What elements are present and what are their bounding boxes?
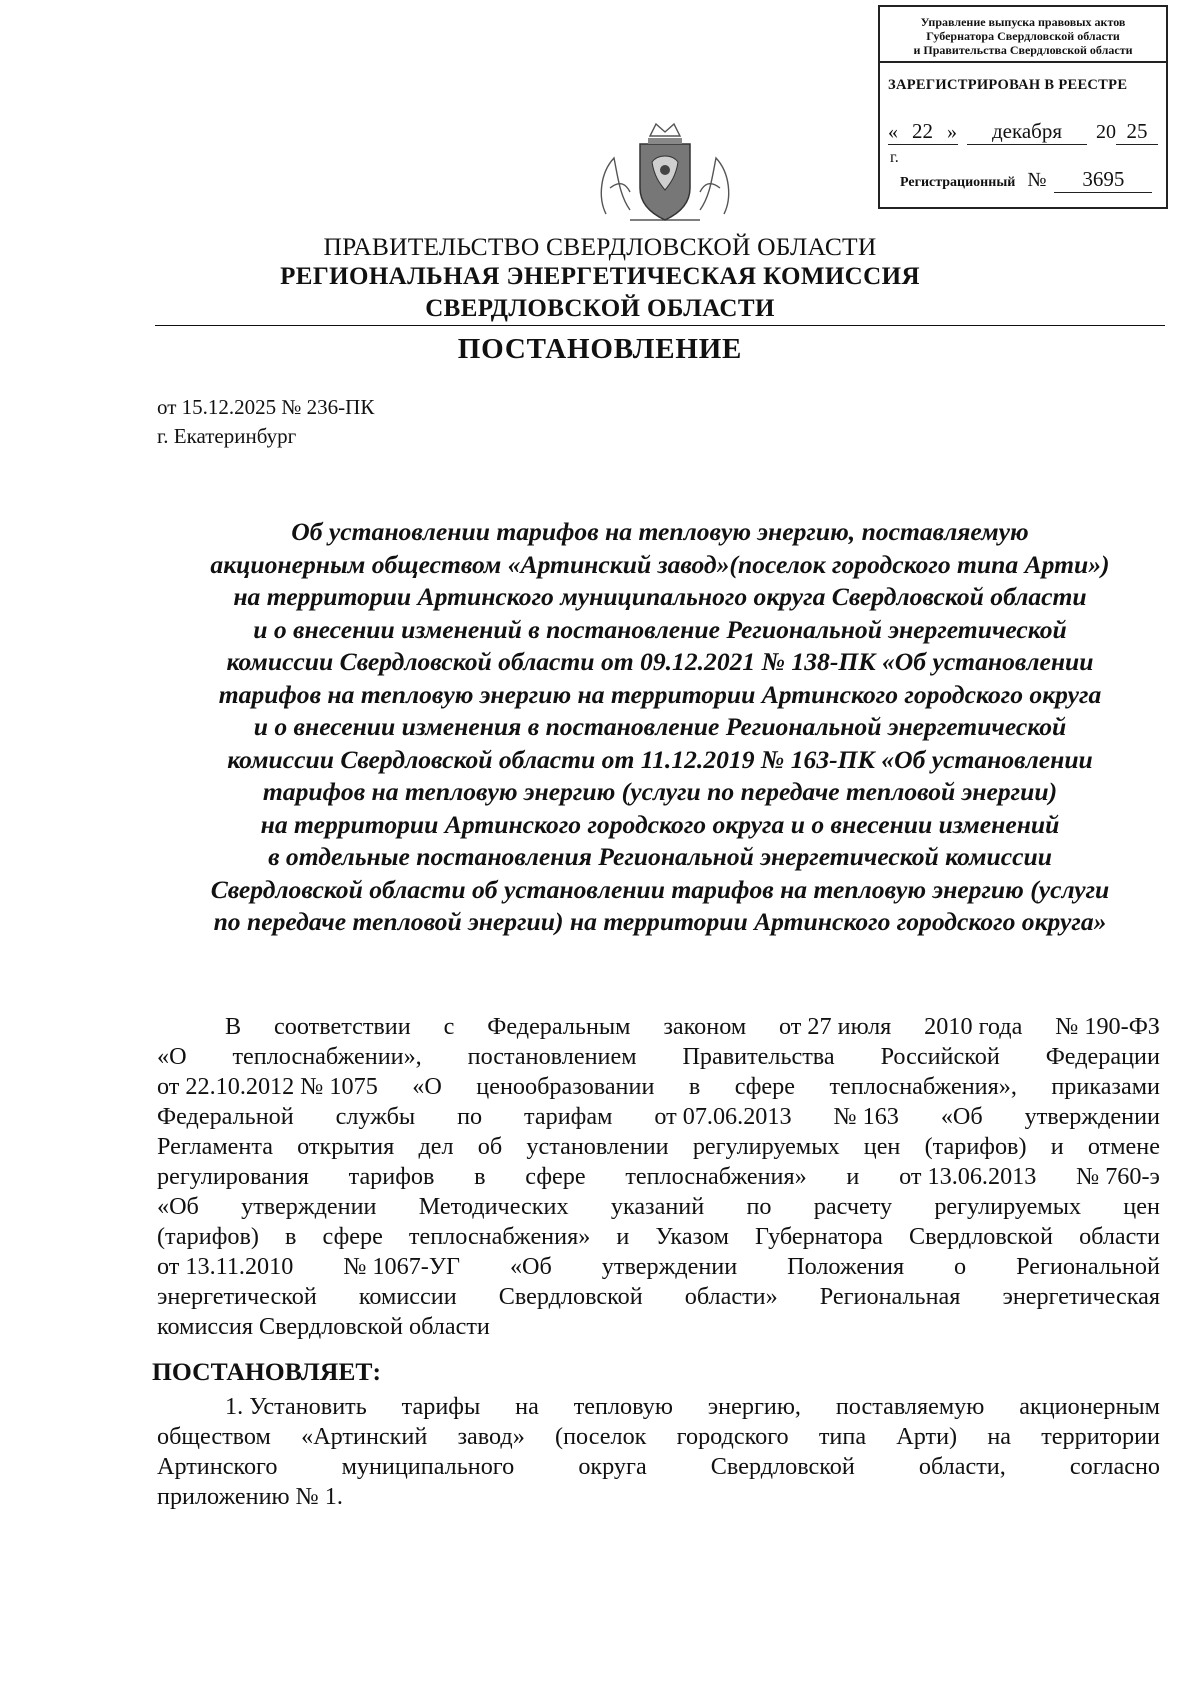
preamble-line: комиссия Свердловской области: [157, 1313, 490, 1340]
word: дел: [418, 1133, 454, 1160]
word: регулирования: [157, 1163, 309, 1190]
word: тарифам: [524, 1103, 613, 1130]
title-line: тарифов на тепловую энергию (услуги по передаче тепловой энергии): [262, 777, 1058, 806]
word: законом: [663, 1013, 747, 1040]
word: теплоснабжения»,: [829, 1073, 1017, 1100]
word: согласно: [1069, 1453, 1160, 1480]
word: установлении: [526, 1133, 669, 1160]
commission-name-line2: СВЕРДЛОВСКОЙ ОБЛАСТИ: [425, 295, 775, 322]
word: (тарифов): [157, 1223, 259, 1250]
title-line: тарифов на тепловую энергию на территории Артинского городского округа: [218, 679, 1102, 709]
word: теплоснабжения»: [408, 1223, 591, 1250]
word: на: [515, 1393, 539, 1420]
word: на: [987, 1423, 1011, 1450]
stamp-year-unit: г.: [890, 149, 899, 166]
title-line: комиссии Свердловской области от 11.12.2019 № 163-ПК «Об установлении: [227, 744, 1093, 774]
word: завод»: [457, 1423, 525, 1450]
title-line: комиссии Свердловской области от 09.12.2021 № 138-ПК «Об установлении: [226, 647, 1094, 676]
title-line: по передаче тепловой энергии) на территории Артинского городского округа»: [213, 907, 1107, 936]
word: типа: [818, 1423, 867, 1450]
stamp-month: декабря: [967, 119, 1087, 145]
word: теплоснабжения»: [625, 1163, 807, 1190]
decree-word: ПОСТАНОВЛЯЕТ:: [152, 1357, 382, 1386]
word: муниципального: [341, 1453, 515, 1480]
word: расчету: [813, 1193, 893, 1220]
stamp-registered-label: ЗАРЕГИСТРИРОВАН В РЕЕСТРЕ: [888, 77, 1128, 93]
word: Методических: [418, 1193, 569, 1220]
word: области,: [918, 1453, 1006, 1480]
preamble-line: [157, 1222, 1160, 1252]
word: тарифов: [348, 1163, 435, 1190]
word: приказами: [1051, 1073, 1160, 1100]
word: Региональная: [819, 1283, 961, 1310]
word: с: [443, 1013, 455, 1040]
word: службы: [335, 1103, 416, 1130]
stamp-day: 22: [912, 119, 933, 143]
preamble-line: [225, 1012, 1160, 1042]
word: 1. Установить: [225, 1393, 367, 1420]
word: в: [474, 1163, 486, 1190]
preamble-line: [157, 1042, 1160, 1072]
word: Свердловской: [498, 1283, 643, 1310]
word: тарифы: [401, 1393, 481, 1420]
word: Свердловской: [710, 1453, 855, 1480]
item1-line: [225, 1392, 1160, 1422]
word: энергетическая: [1002, 1283, 1160, 1310]
word: № 1067-УГ: [343, 1253, 460, 1280]
title-line: и о внесении изменения в постановление Региональной энергетической: [253, 712, 1067, 741]
preamble-line: [157, 1282, 1160, 1312]
preamble-line: [157, 1192, 1160, 1222]
word: «Об: [157, 1193, 199, 1220]
word: «Об: [940, 1103, 983, 1130]
word: теплоснабжении»,: [232, 1043, 422, 1070]
government-name: ПРАВИТЕЛЬСТВО СВЕРДЛОВСКОЙ ОБЛАСТИ: [323, 232, 877, 261]
word: тепловую: [573, 1393, 673, 1420]
word: по: [746, 1193, 772, 1220]
word: городского: [676, 1423, 789, 1450]
stamp-year: 25: [1116, 119, 1158, 145]
word: 2010 года: [924, 1013, 1023, 1040]
item1-line: [157, 1452, 1160, 1482]
word: № 190-ФЗ: [1055, 1013, 1160, 1040]
word: Федеральной: [157, 1103, 294, 1130]
word: Правительства: [682, 1043, 835, 1070]
document-city: г. Екатеринбург: [157, 424, 297, 448]
coat-of-arms-icon: [590, 118, 740, 228]
word: от 27 июля: [779, 1013, 892, 1040]
word: поставляемую: [835, 1393, 985, 1420]
title-line: Свердловской области об установлении тарифов на тепловую энергию (услуги: [210, 874, 1110, 904]
word: округа: [578, 1453, 647, 1480]
word: Федеральным: [487, 1013, 631, 1040]
word: Арти): [896, 1423, 958, 1450]
title-line: акционерным обществом «Артинский завод»(поселок городского типа Арти»): [210, 549, 1110, 579]
word: сфере: [525, 1163, 586, 1190]
stamp-header: [880, 7, 1166, 57]
document-type: ПОСТАНОВЛЕНИЕ: [457, 333, 743, 365]
word: от 13.11.2010: [157, 1253, 294, 1280]
word: в: [688, 1073, 701, 1100]
word: области: [1079, 1223, 1160, 1250]
commission-name-line1: РЕГИОНАЛЬНАЯ ЭНЕРГЕТИЧЕСКАЯ КОМИССИЯ: [280, 263, 920, 290]
word: от 07.06.2013: [654, 1103, 792, 1130]
stamp-year-prefix: 20: [1096, 121, 1116, 143]
stamp-reg-label: Регистрационный: [900, 175, 1016, 190]
word: и: [1050, 1133, 1064, 1160]
preamble-line: [157, 1132, 1160, 1162]
word: Губернатора: [755, 1223, 883, 1250]
word: энергетической: [157, 1283, 317, 1310]
stamp-header-line: Управление выпуска правовых актов: [920, 15, 1126, 29]
word: № 163: [833, 1103, 899, 1130]
word: В: [225, 1013, 242, 1040]
word: «Об: [509, 1253, 552, 1280]
word: по: [457, 1103, 483, 1130]
word: сфере: [322, 1223, 383, 1250]
close-quote: »: [947, 121, 957, 143]
word: и: [616, 1223, 630, 1250]
word: области»: [684, 1283, 778, 1310]
word: в: [285, 1223, 297, 1250]
word: соответствии: [274, 1013, 411, 1040]
word: комиссии: [358, 1283, 457, 1310]
title-line: Об установлении тарифов на тепловую энергию, поставляемую: [291, 517, 1029, 546]
title-line: на территории Артинского городского округа и о внесении изменений: [260, 809, 1060, 839]
stamp-divider: [880, 61, 1166, 63]
word: регулируемых: [692, 1133, 840, 1160]
stamp-header-line: Губернатора Свердловской области: [926, 29, 1120, 43]
word: Указом: [655, 1223, 729, 1250]
title-line: и о внесении изменений в постановление Региональной энергетической: [253, 614, 1067, 644]
word: отмене: [1087, 1133, 1160, 1160]
word: утверждении: [1024, 1103, 1160, 1130]
word: территории: [1041, 1423, 1160, 1450]
preamble-line: [157, 1252, 1160, 1282]
word: регулируемых: [934, 1193, 1082, 1220]
word: № 760-э: [1076, 1163, 1160, 1190]
word: Свердловской: [909, 1223, 1053, 1250]
preamble-line: [157, 1102, 1160, 1132]
title-line: на территории Артинского муниципального округа Свердловской области: [233, 582, 1087, 611]
document-number-date: от 15.12.2025 № 236-ПК: [157, 395, 375, 419]
word: от 22.10.2012 № 1075: [157, 1073, 378, 1100]
word: от 13.06.2013: [899, 1163, 1037, 1190]
word: Российской: [880, 1043, 1000, 1070]
stamp-reg-number: 3695: [1054, 167, 1152, 193]
word: Региональной: [1016, 1253, 1160, 1280]
word: утверждении: [601, 1253, 738, 1280]
word: «Артинский: [301, 1423, 428, 1450]
word: (тарифов): [924, 1133, 1027, 1160]
word: Федерации: [1045, 1043, 1160, 1070]
word: открытия: [297, 1133, 395, 1160]
open-quote: «: [888, 121, 898, 143]
word: акционерным: [1019, 1393, 1160, 1420]
word: Положения: [787, 1253, 905, 1280]
word: «О: [412, 1073, 442, 1100]
word: ценообразовании: [476, 1073, 655, 1100]
stamp-num-sign: №: [1027, 169, 1047, 191]
preamble-line: [157, 1072, 1160, 1102]
word: цен: [863, 1133, 901, 1160]
item1-line: приложению № 1.: [157, 1483, 343, 1510]
word: энергию,: [707, 1393, 801, 1420]
word: (поселок: [555, 1423, 647, 1450]
word: Артинского: [157, 1453, 278, 1480]
word: об: [477, 1133, 503, 1160]
word: сфере: [734, 1073, 795, 1100]
title-line: в отдельные постановления Региональной энергетической комиссии: [268, 842, 1052, 871]
word: обществом: [157, 1423, 271, 1450]
word: утверждении: [241, 1193, 377, 1220]
word: указаний: [610, 1193, 705, 1220]
word: о: [954, 1253, 967, 1280]
word: и: [846, 1163, 860, 1190]
stamp-date-line: [888, 119, 1164, 168]
word: «О: [157, 1043, 187, 1070]
stamp-number-line: [900, 167, 1160, 193]
stamp-day-field: [888, 119, 958, 145]
stamp-header-line: и Правительства Свердловской области: [913, 43, 1133, 57]
header-divider: [155, 325, 1165, 326]
registration-stamp: [878, 5, 1168, 209]
word: цен: [1123, 1193, 1160, 1220]
document-title: [130, 516, 1190, 939]
item1-line: [157, 1422, 1160, 1452]
word: Регламента: [157, 1133, 273, 1160]
word: постановлением: [467, 1043, 637, 1070]
preamble-line: [157, 1162, 1160, 1192]
